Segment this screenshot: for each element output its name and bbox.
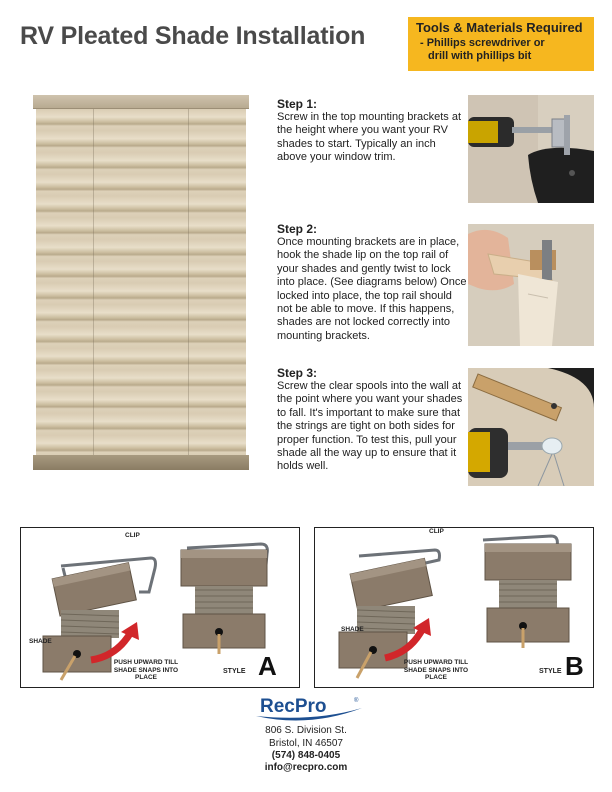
diagram-style-a (20, 527, 300, 688)
tools-heading: Tools & Materials Required (416, 20, 583, 35)
shade-bottomrail (33, 455, 249, 470)
shade-cord (188, 109, 189, 457)
email-address: info@recpro.com (264, 762, 348, 773)
step-3-photo (468, 368, 594, 486)
clip-label: CLIP (429, 528, 444, 535)
step-1-title: Step 1: (277, 97, 318, 111)
style-letter: A (258, 651, 277, 681)
step-3-text: Screw the clear spools into the wall at the point where you want your shades to fall. It's important to make sure that the strings are tight on both sides for proper function. To test this, pull your shade all the way up to ensure that it holds well. (277, 380, 463, 473)
tools-line-1: - Phillips screwdriver or (420, 37, 545, 49)
instruction-label: PUSH UPWARD TILL SHADE SNAPS INTO PLACE (113, 659, 179, 681)
style-letter: B (565, 651, 584, 681)
step-2 (277, 222, 467, 343)
step-2-photo (468, 224, 594, 346)
logo-text: RecPro (260, 696, 327, 717)
step-2-title: Step 2: (277, 222, 318, 236)
shade-label: SHADE (29, 638, 52, 645)
shade-headrail (33, 95, 249, 109)
shade-label: SHADE (341, 626, 364, 633)
tools-box (408, 17, 594, 71)
shade-fabric (36, 109, 246, 457)
address-line-2: Bristol, IN 46507 (269, 738, 343, 749)
phone-number: (574) 848-0405 (271, 750, 341, 761)
page-title: RV Pleated Shade Installation (20, 22, 366, 50)
style-label: STYLE (223, 668, 246, 675)
step-2-text: Once mounting brackets are in place, hook the shade lip on the top rail of your shades and gently twist to lock into place. (See diagrams below) Once locked into place, the top rail should not be able to move. If this happens, shades are not locked correctly into mounting brackets. (277, 236, 467, 342)
tools-line-2: drill with phillips bit (428, 50, 532, 62)
svg-text:®: ® (354, 698, 359, 704)
style-label: STYLE (539, 668, 562, 675)
diagram-style-b (314, 527, 594, 688)
address-line-1: 806 S. Division St. (265, 725, 347, 736)
step-3 (277, 366, 467, 474)
clip-label: CLIP (125, 532, 140, 539)
step-1-text: Screw in the top mounting brackets at the height where you want your RV shades to start. Typically an inch above your window trim. (277, 111, 462, 164)
step-1-photo (468, 95, 594, 203)
step-1 (277, 97, 467, 165)
instruction-label: PUSH UPWARD TILL SHADE SNAPS INTO PLACE (403, 659, 469, 681)
pleated-shade-image (33, 95, 249, 470)
step-3-title: Step 3: (277, 366, 318, 380)
shade-cord (93, 109, 94, 457)
recpro-logo (254, 694, 364, 724)
